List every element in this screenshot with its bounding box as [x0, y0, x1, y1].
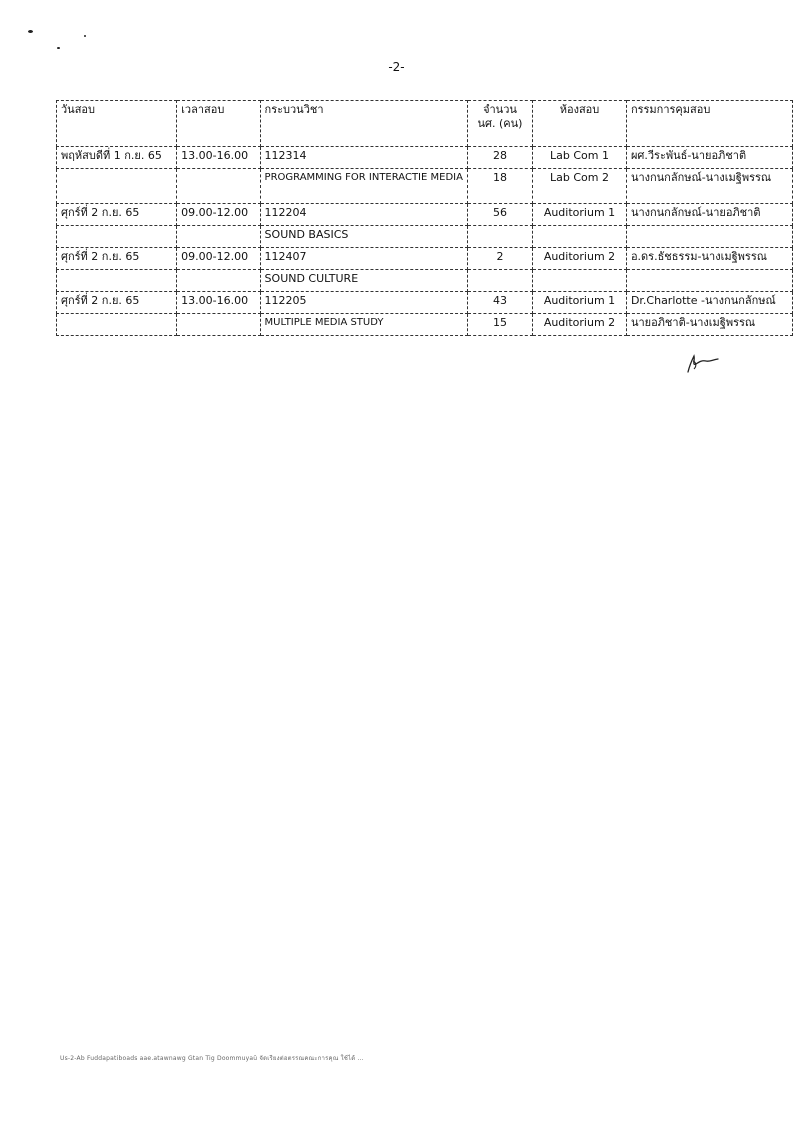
header-date: วันสอบ — [57, 101, 177, 147]
cell-time — [177, 226, 260, 248]
table-row — [57, 169, 793, 204]
cell-room — [533, 270, 627, 292]
header-room: ห้องสอบ — [533, 101, 627, 147]
cell-room: Lab Com 2 — [533, 169, 627, 204]
table-row — [57, 226, 793, 248]
table-row — [57, 270, 793, 292]
cell-proctors — [626, 270, 792, 292]
scan-speck — [57, 47, 60, 49]
table-header-row — [57, 101, 793, 147]
cell-course: 112205 — [260, 292, 467, 314]
cell-count: 56 — [467, 204, 532, 226]
signature-mark — [684, 352, 720, 374]
table-row — [57, 292, 793, 314]
table-row — [57, 314, 793, 336]
cell-time — [177, 270, 260, 292]
cell-time — [177, 169, 260, 204]
cell-time: 13.00-16.00 — [177, 147, 260, 169]
cell-room — [533, 226, 627, 248]
cell-count — [467, 226, 532, 248]
header-course: กระบวนวิชา — [260, 101, 467, 147]
cell-count: 2 — [467, 248, 532, 270]
cell-proctors: นางกนกลักษณ์-นางเมฐิพรรณ — [626, 169, 792, 204]
table-row — [57, 204, 793, 226]
cell-course: 112314 — [260, 147, 467, 169]
table-row — [57, 147, 793, 169]
cell-course: SOUND CULTURE — [260, 270, 467, 292]
cell-time — [177, 314, 260, 336]
cell-time: 09.00-12.00 — [177, 204, 260, 226]
cell-room: Auditorium 2 — [533, 314, 627, 336]
cell-proctors: อ.ดร.ธัชธรรม-นางเมฐิพรรณ — [626, 248, 792, 270]
table-row — [57, 248, 793, 270]
cell-course: SOUND BASICS — [260, 226, 467, 248]
cell-date: ศุกร์ที่ 2 ก.ย. 65 — [57, 248, 177, 270]
cell-course: 112204 — [260, 204, 467, 226]
header-count — [467, 101, 532, 147]
cell-date — [57, 270, 177, 292]
cell-count: 18 — [467, 169, 532, 204]
cell-count — [467, 270, 532, 292]
cell-time: 09.00-12.00 — [177, 248, 260, 270]
header-count-line2: นศ. (คน) — [477, 117, 523, 130]
cell-course: PROGRAMMING FOR INTERACTIE MEDIA — [260, 169, 467, 204]
cell-proctors: Dr.Charlotte -นางกนกลักษณ์ — [626, 292, 792, 314]
cell-date: ศุกร์ที่ 2 ก.ย. 65 — [57, 204, 177, 226]
cell-proctors: ผศ.วีระพันธ์-นายอภิชาติ — [626, 147, 792, 169]
cell-date — [57, 169, 177, 204]
scan-speck — [84, 35, 86, 37]
page-number: -2- — [388, 60, 405, 74]
cell-proctors — [626, 226, 792, 248]
cell-count: 15 — [467, 314, 532, 336]
cell-proctors: นายอภิชาติ-นางเมฐิพรรณ — [626, 314, 792, 336]
cell-proctors: นางกนกลักษณ์-นายอภิชาติ — [626, 204, 792, 226]
cell-room: Auditorium 1 — [533, 292, 627, 314]
cell-time: 13.00-16.00 — [177, 292, 260, 314]
cell-count: 43 — [467, 292, 532, 314]
cell-course: 112407 — [260, 248, 467, 270]
exam-schedule-table — [56, 100, 793, 336]
cell-room: Lab Com 1 — [533, 147, 627, 169]
cell-date: พฤหัสบดีที่ 1 ก.ย. 65 — [57, 147, 177, 169]
cell-count: 28 — [467, 147, 532, 169]
cell-room: Auditorium 1 — [533, 204, 627, 226]
cell-room: Auditorium 2 — [533, 248, 627, 270]
header-proctors: กรรมการคุมสอบ — [626, 101, 792, 147]
cell-date — [57, 226, 177, 248]
scan-speck — [28, 30, 33, 33]
footer-note: Us-2-Ab Fuddapatiboads aae.atawnawg Gtan Tig Doommuyaŭ จัดเรียงต่อตรรณคณะการคุณ ใช้ได้ ... — [60, 1055, 364, 1062]
header-time: เวลาสอบ — [177, 101, 260, 147]
cell-course: MULTIPLE MEDIA STUDY — [260, 314, 467, 336]
header-count-line1: จำนวน — [483, 103, 517, 116]
cell-date — [57, 314, 177, 336]
cell-date: ศุกร์ที่ 2 ก.ย. 65 — [57, 292, 177, 314]
